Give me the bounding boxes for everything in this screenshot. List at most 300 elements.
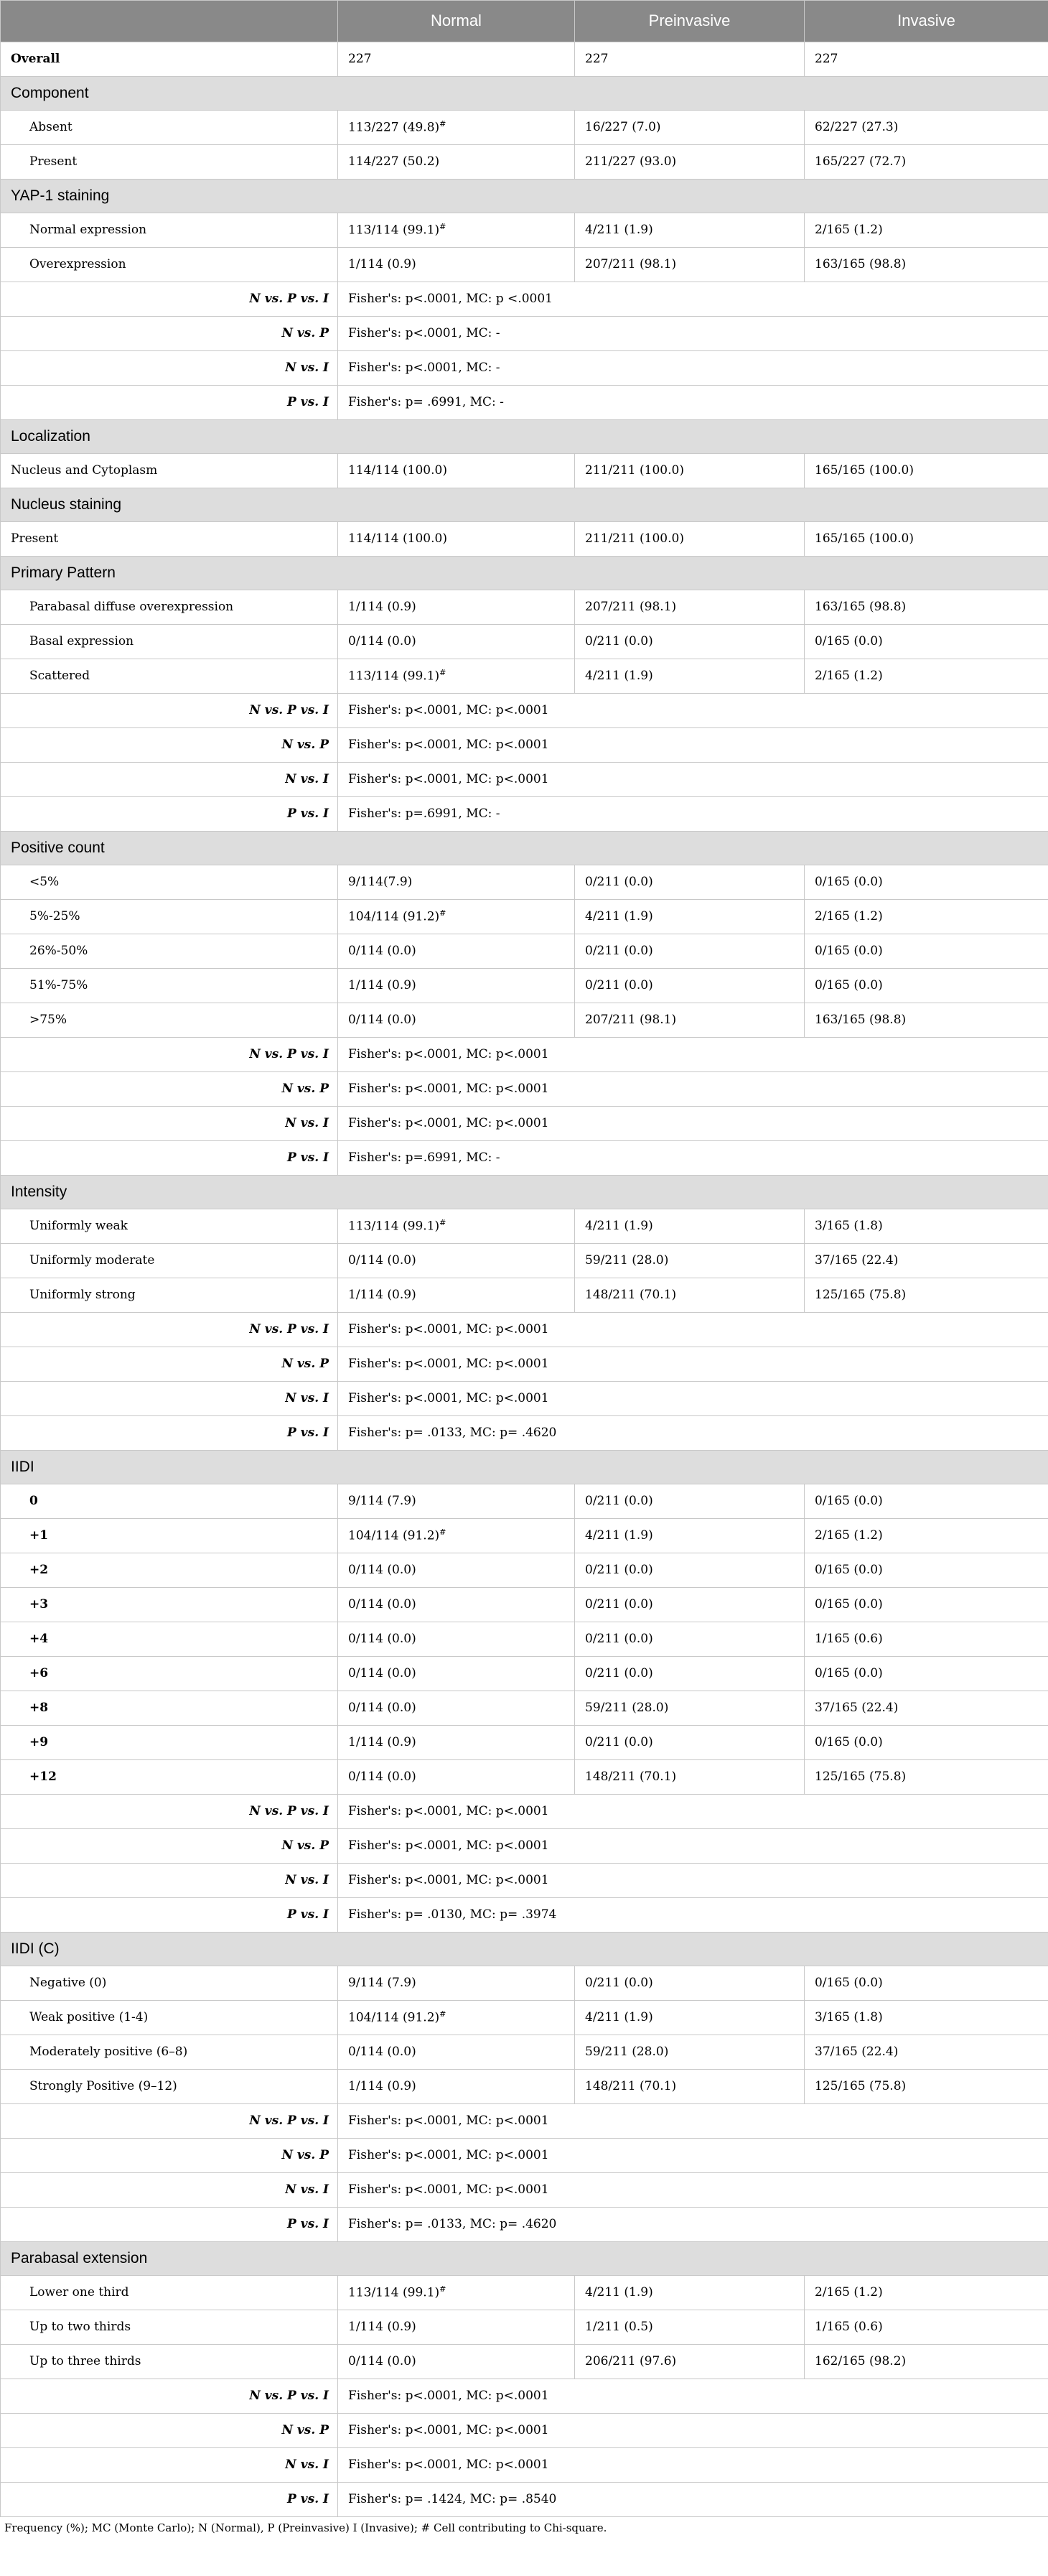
cell-text: 1/114 (0.9) xyxy=(348,257,416,272)
cell-text: 37/165 (22.4) xyxy=(815,1253,899,1268)
cell-value xyxy=(805,625,1048,659)
data-row xyxy=(1,1691,1048,1726)
section-header-row xyxy=(1,1933,1048,1966)
cell-text: 0/211 (0.0) xyxy=(585,1976,653,1991)
cell-text: 0/211 (0.0) xyxy=(585,1494,653,1509)
data-row xyxy=(1,145,1048,180)
data-row xyxy=(1,213,1048,248)
cell-value xyxy=(338,934,575,969)
data-row xyxy=(1,1657,1048,1691)
cell-text: 114/227 (50.2) xyxy=(348,154,440,169)
cell-text: 4/211 (1.9) xyxy=(585,2285,653,2300)
data-row xyxy=(1,1553,1048,1588)
cell-text: 0/211 (0.0) xyxy=(585,1666,653,1681)
test-row xyxy=(1,2483,1048,2517)
cell-text: 114/114 (100.0) xyxy=(348,463,447,478)
data-row xyxy=(1,1726,1048,1760)
cell-text: 9/114(7.9) xyxy=(348,875,413,890)
cell-value xyxy=(338,1622,575,1657)
row-label: Strongly Positive (9–12) xyxy=(1,2070,338,2104)
cell-text: 207/211 (98.1) xyxy=(585,257,677,272)
overall-row xyxy=(1,42,1048,77)
overall-normal: 227 xyxy=(338,42,575,77)
cell-value xyxy=(805,2001,1048,2035)
test-result: Fisher's: p<.0001, MC: p<.0001 xyxy=(338,1313,1048,1347)
cell-value xyxy=(805,1484,1048,1519)
cell-value xyxy=(338,2345,575,2379)
comparison-label: N vs. P xyxy=(1,2414,338,2448)
test-row xyxy=(1,2173,1048,2208)
cell-text: 2/165 (1.2) xyxy=(815,2285,883,2300)
data-row xyxy=(1,2345,1048,2379)
test-result: Fisher's: p<.0001, MC: p<.0001 xyxy=(338,2139,1048,2173)
cell-value xyxy=(338,1003,575,1038)
row-label: Absent xyxy=(1,111,338,145)
test-result: Fisher's: p<.0001, MC: p<.0001 xyxy=(338,2173,1048,2208)
cell-text: 4/211 (1.9) xyxy=(585,2010,653,2025)
cell-text: 165/165 (100.0) xyxy=(815,531,914,547)
cell-text: 0/114 (0.0) xyxy=(348,1632,416,1647)
test-row xyxy=(1,1313,1048,1347)
cell-text: 0/211 (0.0) xyxy=(585,1563,653,1578)
cell-value xyxy=(805,2345,1048,2379)
section-header-row xyxy=(1,557,1048,590)
data-row xyxy=(1,1760,1048,1795)
cell-text: 1/165 (0.6) xyxy=(815,2320,883,2335)
row-label: +9 xyxy=(1,1726,338,1760)
comparison-label: N vs. P xyxy=(1,1829,338,1864)
cell-text: 0/114 (0.0) xyxy=(348,1701,416,1716)
cell-value xyxy=(338,1244,575,1278)
comparison-label: N vs. P xyxy=(1,1347,338,1382)
comparison-label: N vs. P vs. I xyxy=(1,1795,338,1829)
data-row xyxy=(1,900,1048,934)
cell-value xyxy=(338,1484,575,1519)
cell-value xyxy=(575,454,805,488)
cell-value xyxy=(338,1278,575,1313)
cell-value xyxy=(805,1588,1048,1622)
cell-text: 148/211 (70.1) xyxy=(585,1288,677,1303)
cell-value xyxy=(338,213,575,248)
table-body xyxy=(1,42,1048,2517)
cell-value xyxy=(338,2276,575,2310)
cell-text: 163/165 (98.8) xyxy=(815,257,907,272)
row-label: Uniformly moderate xyxy=(1,1244,338,1278)
cell-value xyxy=(575,213,805,248)
cell-value xyxy=(805,1622,1048,1657)
comparison-label: N vs. I xyxy=(1,1382,338,1416)
cell-value xyxy=(805,1244,1048,1278)
test-result: Fisher's: p<.0001, MC: p<.0001 xyxy=(338,1107,1048,1141)
cell-value xyxy=(805,111,1048,145)
comparison-label: P vs. I xyxy=(1,2483,338,2517)
comparison-label: N vs. P vs. I xyxy=(1,2379,338,2414)
cell-value xyxy=(575,934,805,969)
cell-value xyxy=(805,2276,1048,2310)
cell-text: 1/211 (0.5) xyxy=(585,2320,653,2335)
cell-text: 0/114 (0.0) xyxy=(348,634,416,649)
cell-text: 2/165 (1.2) xyxy=(815,909,883,924)
comparison-label: N vs. I xyxy=(1,1864,338,1898)
overall-invasive: 227 xyxy=(805,42,1048,77)
test-result: Fisher's: p= .1424, MC: p= .8540 xyxy=(338,2483,1048,2517)
data-row xyxy=(1,1484,1048,1519)
cell-text: 165/227 (72.7) xyxy=(815,154,907,169)
chi-square-mark: # xyxy=(439,2009,446,2019)
cell-text: 113/114 (99.1) xyxy=(348,669,440,684)
data-row xyxy=(1,2276,1048,2310)
cell-value xyxy=(805,1519,1048,1553)
cell-text: 0/114 (0.0) xyxy=(348,1253,416,1268)
cell-text: 59/211 (28.0) xyxy=(585,2045,669,2060)
test-result: Fisher's: p<.0001, MC: p<.0001 xyxy=(338,2104,1048,2139)
cell-text: 0/211 (0.0) xyxy=(585,1597,653,1612)
cell-value xyxy=(805,213,1048,248)
table-footnote: Frequency (%); MC (Monte Carlo); N (Normal), P (Preinvasive) I (Invasive); # Cell contributing to Chi-square. xyxy=(4,2521,607,2534)
row-label: 5%-25% xyxy=(1,900,338,934)
row-label: 51%-75% xyxy=(1,969,338,1003)
cell-value xyxy=(805,1726,1048,1760)
cell-value xyxy=(338,1691,575,1726)
overall-preinvasive: 227 xyxy=(575,42,805,77)
cell-value xyxy=(575,1519,805,1553)
cell-text: 9/114 (7.9) xyxy=(348,1976,416,1991)
cell-value xyxy=(338,2310,575,2345)
comparison-label: P vs. I xyxy=(1,1141,338,1176)
cell-text: 0/211 (0.0) xyxy=(585,1735,653,1750)
data-row xyxy=(1,2070,1048,2104)
row-label: +8 xyxy=(1,1691,338,1726)
cell-text: 113/227 (49.8) xyxy=(348,120,440,135)
test-row xyxy=(1,2139,1048,2173)
comparison-label: P vs. I xyxy=(1,797,338,832)
cell-text: 0/165 (0.0) xyxy=(815,875,883,890)
cell-value xyxy=(805,1553,1048,1588)
section-header-row xyxy=(1,1451,1048,1484)
header-blank xyxy=(1,1,338,42)
cell-value xyxy=(338,111,575,145)
cell-text: 0/211 (0.0) xyxy=(585,634,653,649)
test-row xyxy=(1,2104,1048,2139)
cell-value xyxy=(805,2310,1048,2345)
cell-value xyxy=(338,1553,575,1588)
cell-value xyxy=(338,2035,575,2070)
cell-value xyxy=(338,248,575,282)
cell-text: 0/165 (0.0) xyxy=(815,1597,883,1612)
data-row xyxy=(1,248,1048,282)
cell-value xyxy=(338,1657,575,1691)
data-row xyxy=(1,865,1048,900)
cell-text: 0/165 (0.0) xyxy=(815,1976,883,1991)
row-label: +6 xyxy=(1,1657,338,1691)
section-title: Intensity xyxy=(1,1176,1048,1209)
comparison-label: N vs. P vs. I xyxy=(1,694,338,728)
test-result: Fisher's: p<.0001, MC: p <.0001 xyxy=(338,282,1048,317)
row-label: Up to two thirds xyxy=(1,2310,338,2345)
cell-value xyxy=(805,934,1048,969)
section-header-row xyxy=(1,1176,1048,1209)
data-row xyxy=(1,1588,1048,1622)
cell-value xyxy=(805,1691,1048,1726)
cell-value xyxy=(575,1657,805,1691)
data-row xyxy=(1,1278,1048,1313)
chi-square-mark: # xyxy=(439,119,446,129)
cell-text: 113/114 (99.1) xyxy=(348,223,440,238)
cell-text: 125/165 (75.8) xyxy=(815,1288,907,1303)
cell-value xyxy=(805,454,1048,488)
cell-text: 211/227 (93.0) xyxy=(585,154,677,169)
cell-text: 4/211 (1.9) xyxy=(585,909,653,924)
cell-text: 148/211 (70.1) xyxy=(585,1770,677,1785)
cell-text: 3/165 (1.8) xyxy=(815,2010,883,2025)
cell-text: 104/114 (91.2) xyxy=(348,2010,440,2025)
row-label: +2 xyxy=(1,1553,338,1588)
cell-value xyxy=(805,865,1048,900)
test-row xyxy=(1,386,1048,420)
row-label: Moderately positive (6–8) xyxy=(1,2035,338,2070)
section-title: Primary Pattern xyxy=(1,557,1048,590)
chi-square-mark: # xyxy=(439,222,446,232)
row-label: Parabasal diffuse overexpression xyxy=(1,590,338,625)
overall-label: Overall xyxy=(1,42,338,77)
data-row xyxy=(1,1966,1048,2001)
cell-text: 16/227 (7.0) xyxy=(585,120,661,135)
row-label: +12 xyxy=(1,1760,338,1795)
cell-text: 211/211 (100.0) xyxy=(585,531,684,547)
cell-value xyxy=(338,900,575,934)
cell-value xyxy=(338,1209,575,1244)
cell-text: 1/114 (0.9) xyxy=(348,978,416,993)
cell-value xyxy=(575,1484,805,1519)
cell-value xyxy=(575,2001,805,2035)
test-result: Fisher's: p<.0001, MC: p<.0001 xyxy=(338,1347,1048,1382)
test-result: Fisher's: p<.0001, MC: p<.0001 xyxy=(338,1795,1048,1829)
comparison-label: N vs. P xyxy=(1,1072,338,1107)
comparison-label: P vs. I xyxy=(1,2208,338,2242)
data-row xyxy=(1,1622,1048,1657)
cell-value xyxy=(575,1553,805,1588)
data-row xyxy=(1,934,1048,969)
test-result: Fisher's: p=.6991, MC: - xyxy=(338,1141,1048,1176)
cell-value xyxy=(575,1966,805,2001)
data-row xyxy=(1,454,1048,488)
test-row xyxy=(1,317,1048,351)
test-result: Fisher's: p<.0001, MC: p<.0001 xyxy=(338,694,1048,728)
section-title: Localization xyxy=(1,420,1048,454)
cell-text: 0/114 (0.0) xyxy=(348,1666,416,1681)
cell-value xyxy=(575,248,805,282)
cell-text: 1/114 (0.9) xyxy=(348,2079,416,2094)
test-result: Fisher's: p= .6991, MC: - xyxy=(338,386,1048,420)
test-result: Fisher's: p<.0001, MC: - xyxy=(338,351,1048,386)
cell-text: 37/165 (22.4) xyxy=(815,2045,899,2060)
row-label: Present xyxy=(1,145,338,180)
data-row xyxy=(1,1244,1048,1278)
cell-text: 163/165 (98.8) xyxy=(815,1013,907,1028)
test-result: Fisher's: p<.0001, MC: p<.0001 xyxy=(338,763,1048,797)
section-title: Positive count xyxy=(1,832,1048,865)
cell-value xyxy=(575,2276,805,2310)
test-result: Fisher's: p<.0001, MC: p<.0001 xyxy=(338,2379,1048,2414)
section-header-row xyxy=(1,832,1048,865)
section-header-row xyxy=(1,488,1048,522)
cell-text: 0/211 (0.0) xyxy=(585,1632,653,1647)
cell-text: 3/165 (1.8) xyxy=(815,1219,883,1234)
test-result: Fisher's: p= .0133, MC: p= .4620 xyxy=(338,2208,1048,2242)
row-label: +3 xyxy=(1,1588,338,1622)
data-row xyxy=(1,111,1048,145)
chi-square-mark: # xyxy=(439,668,446,678)
comparison-label: N vs. P vs. I xyxy=(1,282,338,317)
test-row xyxy=(1,282,1048,317)
cell-value xyxy=(338,1966,575,2001)
row-label: Scattered xyxy=(1,659,338,694)
section-header-row xyxy=(1,420,1048,454)
test-row xyxy=(1,1141,1048,1176)
cell-value xyxy=(338,625,575,659)
table-header xyxy=(1,1,1048,42)
section-header-row xyxy=(1,77,1048,111)
cell-text: 4/211 (1.9) xyxy=(585,223,653,238)
data-row xyxy=(1,969,1048,1003)
cell-value xyxy=(575,1691,805,1726)
cell-value xyxy=(805,522,1048,557)
header-invasive: Invasive xyxy=(805,1,1048,42)
test-row xyxy=(1,1072,1048,1107)
test-result: Fisher's: p<.0001, MC: p<.0001 xyxy=(338,1038,1048,1072)
cell-text: 0/114 (0.0) xyxy=(348,1597,416,1612)
cell-value xyxy=(338,2001,575,2035)
test-result: Fisher's: p<.0001, MC: p<.0001 xyxy=(338,2448,1048,2483)
cell-text: 163/165 (98.8) xyxy=(815,600,907,615)
cell-text: 0/114 (0.0) xyxy=(348,944,416,959)
comparison-label: P vs. I xyxy=(1,1898,338,1933)
cell-text: 0/165 (0.0) xyxy=(815,1563,883,1578)
section-title: Parabasal extension xyxy=(1,2242,1048,2276)
cell-text: 2/165 (1.2) xyxy=(815,223,883,238)
cell-value xyxy=(805,969,1048,1003)
comparison-label: N vs. I xyxy=(1,2448,338,2483)
test-row xyxy=(1,2208,1048,2242)
chi-square-mark: # xyxy=(439,1218,446,1228)
cell-text: 0/114 (0.0) xyxy=(348,1013,416,1028)
row-label: Basal expression xyxy=(1,625,338,659)
comparison-label: P vs. I xyxy=(1,1416,338,1451)
cell-value xyxy=(338,454,575,488)
data-row xyxy=(1,2035,1048,2070)
cell-value xyxy=(805,1003,1048,1038)
cell-text: 0/165 (0.0) xyxy=(815,944,883,959)
cell-text: 0/165 (0.0) xyxy=(815,1666,883,1681)
cell-value xyxy=(575,1278,805,1313)
comparison-label: N vs. P xyxy=(1,317,338,351)
test-result: Fisher's: p= .0133, MC: p= .4620 xyxy=(338,1416,1048,1451)
cell-text: 1/165 (0.6) xyxy=(815,1632,883,1647)
test-row xyxy=(1,1898,1048,1933)
data-row xyxy=(1,659,1048,694)
cell-text: 4/211 (1.9) xyxy=(585,669,653,684)
test-row xyxy=(1,1829,1048,1864)
cell-value xyxy=(575,625,805,659)
cell-value xyxy=(338,2070,575,2104)
row-label: Uniformly strong xyxy=(1,1278,338,1313)
cell-value xyxy=(575,522,805,557)
row-label: Up to three thirds xyxy=(1,2345,338,2379)
section-title: YAP-1 staining xyxy=(1,180,1048,213)
comparison-label: N vs. P xyxy=(1,2139,338,2173)
row-label: +4 xyxy=(1,1622,338,1657)
data-row xyxy=(1,590,1048,625)
cell-value xyxy=(575,900,805,934)
test-row xyxy=(1,763,1048,797)
header-preinvasive: Preinvasive xyxy=(575,1,805,42)
chi-square-mark: # xyxy=(439,908,446,919)
comparison-label: N vs. P xyxy=(1,728,338,763)
cell-value xyxy=(575,2310,805,2345)
cell-value xyxy=(805,248,1048,282)
cell-value xyxy=(805,1209,1048,1244)
test-result: Fisher's: p<.0001, MC: p<.0001 xyxy=(338,728,1048,763)
cell-text: 104/114 (91.2) xyxy=(348,1528,440,1543)
cell-value xyxy=(575,1003,805,1038)
cell-value xyxy=(805,2070,1048,2104)
cell-value xyxy=(338,145,575,180)
cell-text: 0/165 (0.0) xyxy=(815,1494,883,1509)
row-label: Present xyxy=(1,522,338,557)
comparison-label: N vs. I xyxy=(1,1107,338,1141)
row-label: >75% xyxy=(1,1003,338,1038)
cell-value xyxy=(338,1726,575,1760)
cell-text: 113/114 (99.1) xyxy=(348,2285,440,2300)
test-row xyxy=(1,1347,1048,1382)
data-row xyxy=(1,1003,1048,1038)
cell-value xyxy=(805,1760,1048,1795)
cell-value xyxy=(575,1726,805,1760)
comparison-label: N vs. P vs. I xyxy=(1,1313,338,1347)
cell-text: 2/165 (1.2) xyxy=(815,1528,883,1543)
test-result: Fisher's: p= .0130, MC: p= .3974 xyxy=(338,1898,1048,1933)
chi-square-mark: # xyxy=(439,2284,446,2294)
comparison-label: N vs. I xyxy=(1,351,338,386)
cell-text: 0/211 (0.0) xyxy=(585,875,653,890)
cell-text: 0/211 (0.0) xyxy=(585,978,653,993)
cell-value xyxy=(575,1244,805,1278)
cell-value xyxy=(805,2035,1048,2070)
cell-value xyxy=(575,1760,805,1795)
cell-text: 0/114 (0.0) xyxy=(348,2045,416,2060)
cell-text: 114/114 (100.0) xyxy=(348,531,447,547)
row-label: Negative (0) xyxy=(1,1966,338,2001)
cell-value xyxy=(575,1588,805,1622)
comparison-label: N vs. P vs. I xyxy=(1,2104,338,2139)
data-row xyxy=(1,2310,1048,2345)
cell-text: 207/211 (98.1) xyxy=(585,600,677,615)
test-row xyxy=(1,694,1048,728)
test-result: Fisher's: p<.0001, MC: p<.0001 xyxy=(338,1864,1048,1898)
section-title: IIDI (C) xyxy=(1,1933,1048,1966)
cell-value xyxy=(575,659,805,694)
row-label: Weak positive (1-4) xyxy=(1,2001,338,2035)
comparison-label: P vs. I xyxy=(1,386,338,420)
data-row xyxy=(1,1519,1048,1553)
cell-text: 148/211 (70.1) xyxy=(585,2079,677,2094)
row-label: +1 xyxy=(1,1519,338,1553)
chi-square-mark: # xyxy=(439,1528,446,1538)
cell-value xyxy=(575,969,805,1003)
test-result: Fisher's: p<.0001, MC: - xyxy=(338,317,1048,351)
cell-text: 59/211 (28.0) xyxy=(585,1701,669,1716)
cell-text: 113/114 (99.1) xyxy=(348,1219,440,1234)
